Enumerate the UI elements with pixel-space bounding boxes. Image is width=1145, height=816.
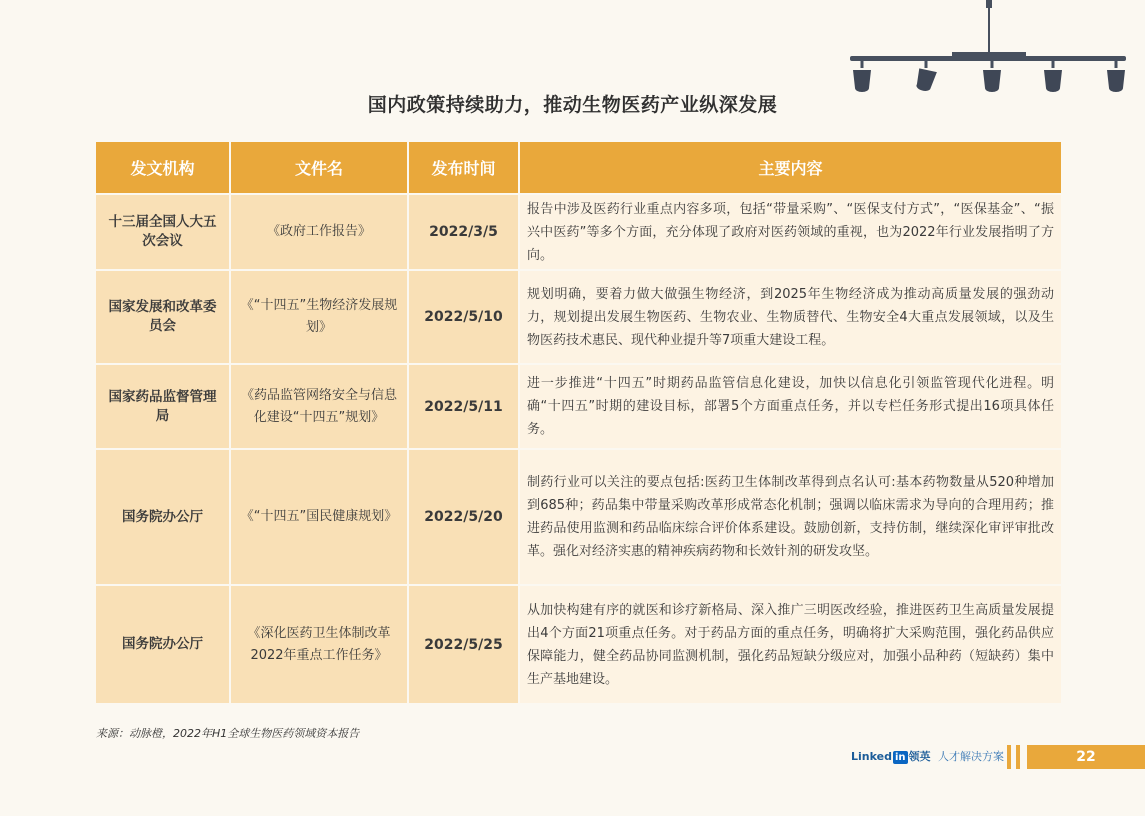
brand-prefix: Linked <box>851 750 892 763</box>
document-cell: 《药品监管网络安全与信息化建设“十四五”规划》 <box>231 365 407 448</box>
table-row <box>96 365 1061 448</box>
document-cell: 《“十四五”生物经济发展规划》 <box>231 271 407 363</box>
date-cell: 2022/5/20 <box>409 450 518 584</box>
table-header-row <box>96 142 1061 193</box>
org-cell: 国务院办公厅 <box>96 450 229 584</box>
brand-box: in <box>894 752 906 763</box>
content-cell: 规划明确，要着力做大做强生物经济，到2025年生物经济成为推动高质量发展的强劲动力，规划提出发展生物医药、生物农业、生物质替代、生物安全4大重点发展领域，以及生物医药技术惠民、现代种业提升等7项重大建设工程。 <box>520 271 1061 363</box>
footer-divider <box>1016 745 1020 769</box>
brand-tagline: 人才解决方案 <box>938 750 1005 763</box>
linkedin-logo-icon[interactable] <box>851 749 1004 765</box>
org-cell: 国家药品监督管理局 <box>96 365 229 448</box>
document-cell: 《政府工作报告》 <box>231 195 407 269</box>
org-cell: 国家发展和改革委员会 <box>96 271 229 363</box>
table-row <box>96 195 1061 269</box>
content-cell: 报告中涉及医药行业重点内容多项，包括“带量采购”、“医保支付方式”，“医保基金”、“振兴中医药”等多个方面，充分体现了政府对医药领域的重视，也为2022年行业发展指明了方向。 <box>520 195 1061 269</box>
table-row <box>96 586 1061 703</box>
page-title: 国内政策持续助力，推动生物医药产业纵深发展 <box>367 94 778 116</box>
footer-divider <box>1007 745 1011 769</box>
document-cell: 《深化医药卫生体制改革2022年重点工作任务》 <box>231 586 407 703</box>
table-row <box>96 271 1061 363</box>
date-cell: 2022/5/25 <box>409 586 518 703</box>
header-date: 发布时间 <box>409 142 518 193</box>
org-cell: 国务院办公厅 <box>96 586 229 703</box>
date-cell: 2022/5/10 <box>409 271 518 363</box>
content-cell: 制药行业可以关注的要点包括:医药卫生体制改革得到点名认可:基本药物数量从520种增加到685种；药品集中带量采购改革形成常态化机制；强调以临床需求为导向的合理用药；推进药品使用监测和药品临床综合评价体系建设。鼓励创新，支持仿制，继续深化审评审批改革。强化对经济实惠的精神疾病药物和长效针剂的研发攻坚。 <box>520 450 1061 584</box>
org-cell: 十三届全国人大五次会议 <box>96 195 229 269</box>
header-document: 文件名 <box>231 142 407 193</box>
policy-table <box>94 140 1063 705</box>
brand-cn: 领英 <box>908 750 931 763</box>
source-note: 来源：动脉橙，2022年H1全球生物医药领域资本报告 <box>96 727 360 740</box>
content-cell: 进一步推进“十四五”时期药品监管信息化建设，加快以信息化引领监管现代化进程。明确“十四五”时期的建设目标，部署5个方面重点任务，并以专栏任务形式提出16项具体任务。 <box>520 365 1061 448</box>
table-row <box>96 450 1061 584</box>
page-number: 22 <box>1027 745 1145 769</box>
header-org: 发文机构 <box>96 142 229 193</box>
date-cell: 2022/5/11 <box>409 365 518 448</box>
date-cell: 2022/3/5 <box>409 195 518 269</box>
content-cell: 从加快构建有序的就医和诊疗新格局、深入推广三明医改经验，推进医药卫生高质量发展提出4个方面21项重点任务。对于药品方面的重点任务，明确将扩大采购范围，强化药品供应保障能力，健全药品协同监测机制，强化药品短缺分级应对，加强小品种药（短缺药）集中生产基地建设。 <box>520 586 1061 703</box>
header-content: 主要内容 <box>520 142 1061 193</box>
document-cell: 《“十四五”国民健康规划》 <box>231 450 407 584</box>
